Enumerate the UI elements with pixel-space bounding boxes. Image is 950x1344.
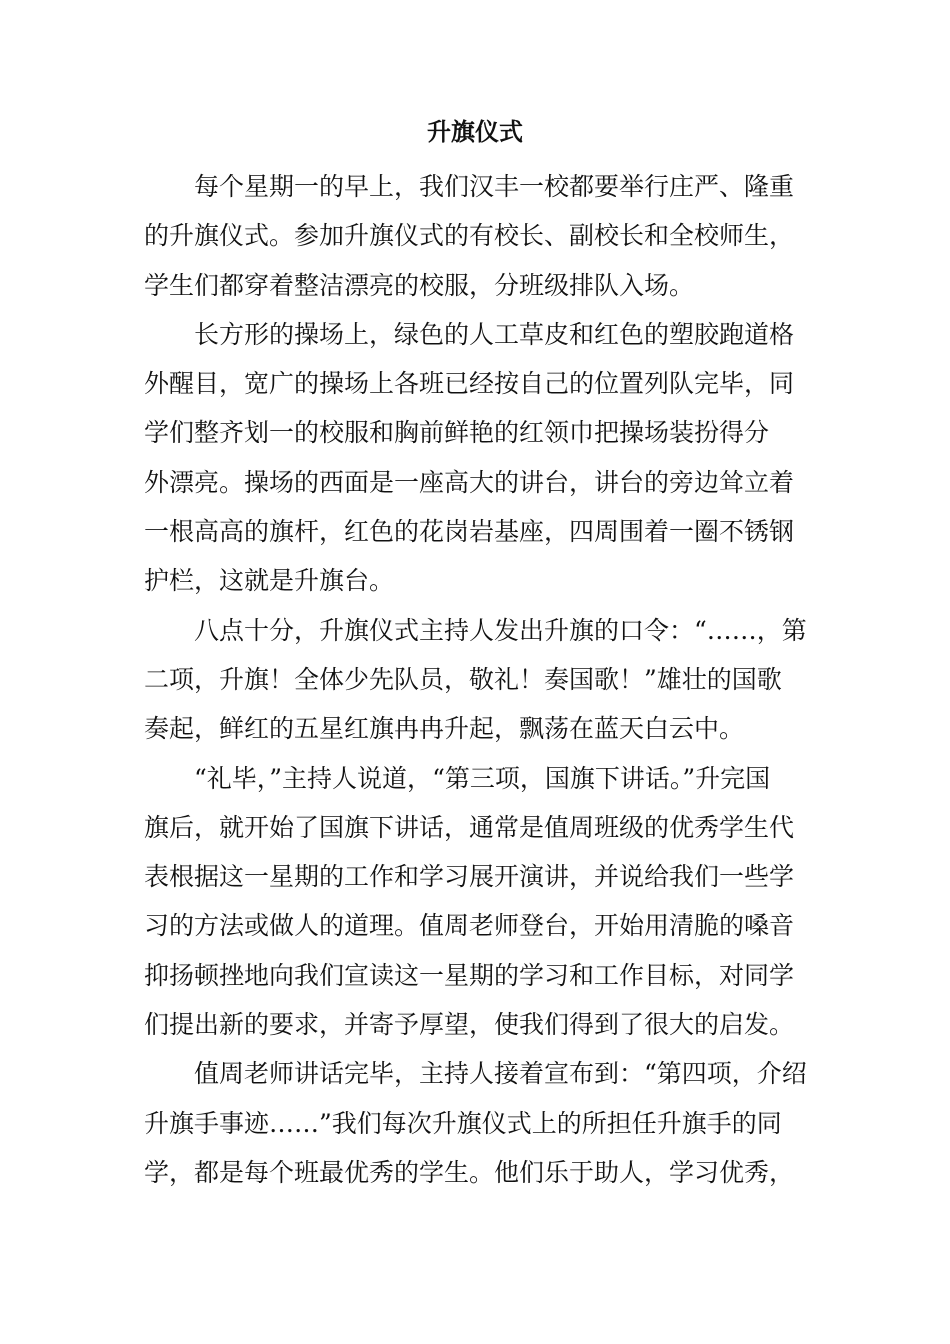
text-line: 升旗手事迹……”我们每次升旗仪式上的所担任升旗手的同 xyxy=(144,1108,782,1138)
text-line: 抑扬顿挫地向我们宣读这一星期的学习和工作目标，对同学 xyxy=(144,960,795,990)
text-line: 学生们都穿着整洁漂亮的校服，分班级排队入场。 xyxy=(144,270,695,300)
text-line: “礼毕，”主持人说道，“第三项，国旗下讲话。”升完国 xyxy=(144,763,771,793)
text-line: 学们整齐划一的校服和胸前鲜艳的红领巾把操场装扮得分 xyxy=(144,418,770,448)
document-body xyxy=(144,162,834,1197)
text-line: 的升旗仪式。参加升旗仪式的有校长、副校长和全校师生， xyxy=(144,221,795,251)
text-line: 长方形的操场上，绿色的人工草皮和红色的塑胶跑道格 xyxy=(144,319,795,349)
text-line: 学，都是每个班最优秀的学生。他们乐于助人，学习优秀， xyxy=(144,1157,795,1187)
text-line: 表根据这一星期的工作和学习展开演讲，并说给我们一些学 xyxy=(144,862,795,892)
text-line: 外漂亮。操场的西面是一座高大的讲台，讲台的旁边耸立着 xyxy=(144,467,795,497)
text-line: 一根高高的旗杆，红色的花岗岩基座，四周围着一圈不锈钢 xyxy=(144,517,795,547)
text-line: 值周老师讲话完毕，主持人接着宣布到：“第四项，介绍 xyxy=(144,1059,807,1089)
text-line: 们提出新的要求，并寄予厚望，使我们得到了很大的启发。 xyxy=(144,1010,795,1040)
text-line: 每个星期一的早上，我们汉丰一校都要举行庄严、隆重 xyxy=(144,172,795,201)
document-title: 升旗仪式 xyxy=(427,118,523,146)
text-line: 旗后，就开始了国旗下讲话，通常是值周班级的优秀学生代 xyxy=(144,812,795,842)
text-line: 奏起，鲜红的五星红旗冉冉升起，飘荡在蓝天白云中。 xyxy=(144,714,745,744)
text-line: 外醒目，宽广的操场上各班已经按自己的位置列队完毕，同 xyxy=(144,369,795,399)
text-line: 习的方法或做人的道理。值周老师登台，开始用清脆的嗓音 xyxy=(144,911,795,941)
text-line: 护栏，这就是升旗台。 xyxy=(144,566,395,596)
text-line: 二项，升旗！全体少先队员，敬礼！奏国歌！”雄壮的国歌 xyxy=(144,664,782,694)
text-line: 八点十分，升旗仪式主持人发出升旗的口令：“……，第 xyxy=(144,615,807,645)
